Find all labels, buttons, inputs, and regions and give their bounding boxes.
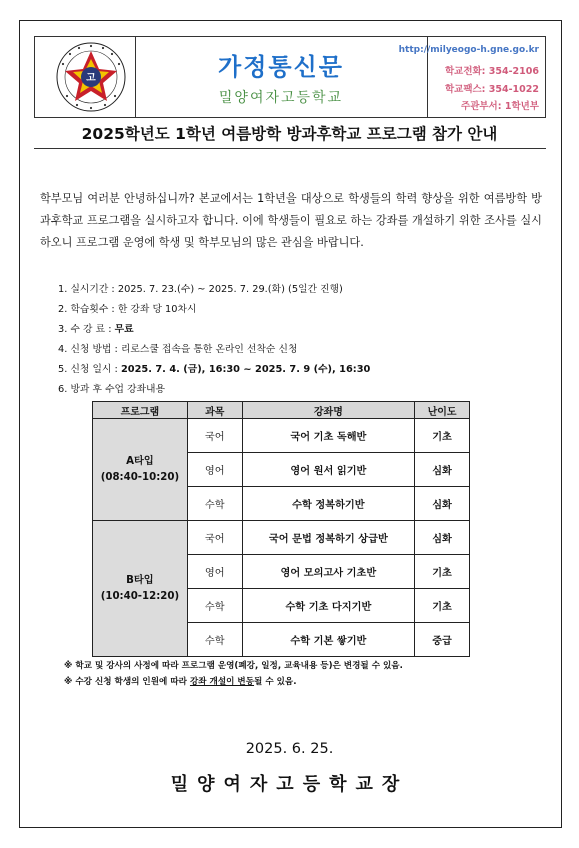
header-course-name: 강좌명 [242,402,414,419]
note-schedule-change: ※ 학교 및 강사의 사정에 따라 프로그램 운영(폐강, 일정, 교육내용 등)은 변경될 수 있음. [64,661,403,671]
list-item-method: 4. 신청 방법 : 리로스쿨 접속을 통한 온라인 선착순 신청 [58,344,298,355]
subject-cell: 수학 [187,623,242,657]
contact-info-cell [398,37,545,117]
course-table [92,401,470,657]
principal-signature: 밀양여자고등학교장 [170,774,409,795]
group-a-name: A타입 [126,455,154,467]
subject-cell: 영어 [187,555,242,589]
level-cell: 심화 [415,453,470,487]
svg-text:고: 고 [86,73,96,84]
title-cell [135,37,428,117]
logo-cell [35,37,136,117]
note-enrollment-post: 될 수 있음. [254,677,297,687]
notice-title: 2025학년도 1학년 여름방학 방과후학교 프로그램 참가 안내 [81,125,498,143]
header-subject: 과목 [187,402,242,419]
letter-header [34,36,546,118]
subject-cell: 국어 [187,521,242,555]
level-cell: 중급 [415,623,470,657]
subject-cell: 국어 [187,419,242,453]
level-cell: 기초 [415,555,470,589]
course-name-cell: 영어 원서 읽기반 [242,453,414,487]
course-name-cell: 수학 기초 다지기반 [242,589,414,623]
table-row [93,419,470,453]
intro-paragraph: 학부모님 여러분 안녕하십니까? 본교에서는 1학년을 대상으로 학생들의 학력 향상을 위한 여름방학 방과후학교 프로그램을 실시하고자 합니다. 이에 학생들이 필요로 하는 강좌를 개설하기 위한 조사를 실시하오니 프로그램 운영에 학생 및 학부모님의 많은 관심을 바랍니다. [40,192,542,249]
course-name-cell: 수학 기본 쌓기반 [242,623,414,657]
table-header-row [93,402,470,419]
subject-cell: 영어 [187,453,242,487]
list-item-course-content: 6. 방과 후 수업 강좌내용 [58,384,165,395]
application-value: 2025. 7. 4. (금), 16:30 ~ 2025. 7. 9 (수), 16:30 [120,364,371,375]
list-item-application-period [58,360,370,380]
course-name-cell: 영어 모의고사 기초반 [242,555,414,589]
school-phone: 학교전화: 354-2106 [444,66,539,77]
course-name-cell: 국어 문법 정복하기 상급반 [242,521,414,555]
group-b-name: B타입 [126,574,154,586]
group-b-time: (10:40-12:20) [100,590,180,602]
course-name-cell: 수학 정복하기반 [242,487,414,521]
paper-title: 가정통신문 [218,53,344,81]
fee-value: 무료 [114,324,134,335]
level-cell: 기초 [415,589,470,623]
issue-date: 2025. 6. 25. [245,741,334,757]
header-program: 프로그램 [93,402,188,419]
level-cell: 심화 [415,487,470,521]
details-list [58,280,370,400]
course-name-cell: 국어 기초 독해반 [242,419,414,453]
school-logo-emblem [55,41,127,113]
website-url[interactable]: http://milyeogo-h.gne.go.kr [398,45,539,55]
school-name-subtitle: 밀양여자고등학교 [218,90,344,106]
group-a-time: (08:40-10:20) [100,471,180,483]
notes-section [64,658,403,690]
level-cell: 기초 [415,419,470,453]
level-cell: 심화 [415,521,470,555]
program-group-b [93,521,188,657]
header-level: 난이도 [415,402,470,419]
note-enrollment-underlined: 강좌 개설이 변동 [189,677,255,687]
school-fax: 학교팩스: 354-1022 [444,84,539,95]
subject-cell: 수학 [187,589,242,623]
table-row [93,521,470,555]
title-divider [34,148,546,149]
note-enrollment [64,674,403,690]
department: 주관부서: 1학년부 [461,101,539,112]
note-enrollment-pre: ※ 수강 신청 학생의 인원에 따라 [64,677,190,687]
list-item-sessions: 2. 학습횟수 : 한 강좌 당 10차시 [58,304,197,315]
list-item-fee [58,320,370,340]
application-label: 5. 신청 일시 : [58,364,121,375]
fee-label: 3. 수 강 료 : [58,324,115,335]
subject-cell: 수학 [187,487,242,521]
program-group-a [93,419,188,521]
list-item-period: 1. 실시기간 : 2025. 7. 23.(수) ~ 2025. 7. 29.(화) (5일간 진행) [58,284,343,295]
